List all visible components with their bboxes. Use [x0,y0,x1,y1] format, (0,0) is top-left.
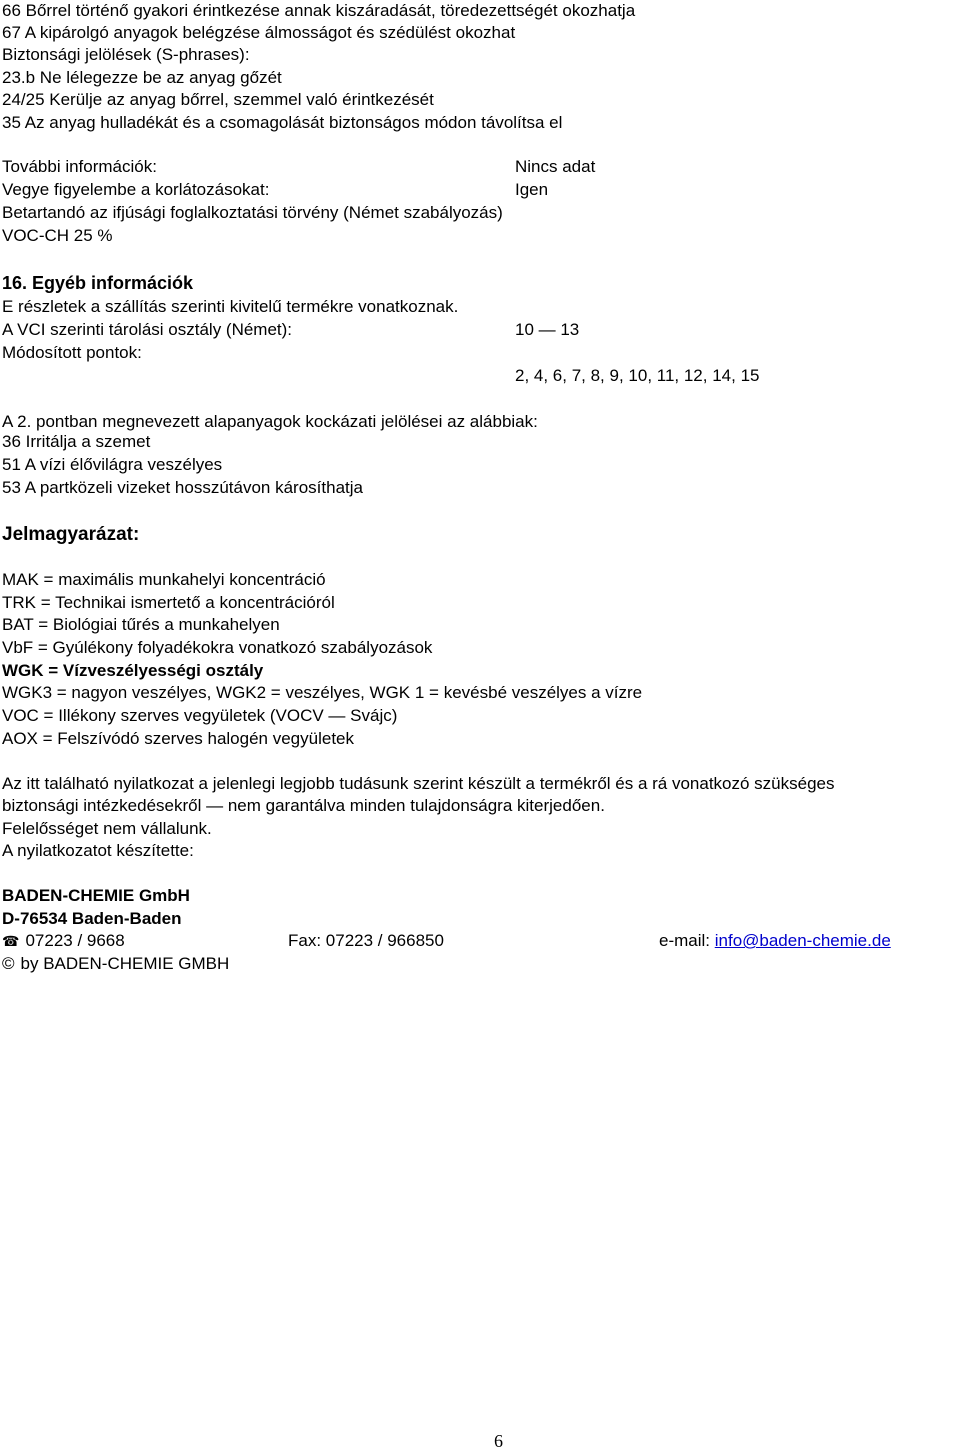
s-phrase-line: 24/25 Kerülje az anyag bőrrel, szemmel való érintkezését [2,90,434,109]
copyright-text: by BADEN-CHEMIE GMBH [20,954,230,973]
section-16-title: 16. Egyéb információk [2,273,194,293]
s-phrases-title: Biztonsági jelölések (S-phrases): [2,45,250,64]
phone-number: 07223 / 9668 [25,931,125,950]
disclaimer-line: biztonsági intézkedésekről — nem garantálva minden tulajdonságra kiterjedően. [2,796,605,815]
modified-value: 2, 4, 6, 7, 8, 9, 10, 11, 12, 14, 15 [515,366,760,385]
limits-label: Vegye figyelembe a korlátozásokat: [2,180,270,199]
phone-row [2,930,125,952]
legend-item: VOC = Illékony szerves vegyületek (VOCV — Svájc) [2,706,398,725]
section-16-details: E részletek a szállítás szerinti kivitelű termékre vonatkoznak. [2,297,459,316]
raw-material-line: 51 A vízi élővilágra veszélyes [2,455,223,474]
copyright-row [2,953,229,975]
legend-item: BAT = Biológiai tűrés a munkahelyen [2,615,280,634]
modified-label: Módosított pontok: [2,343,142,362]
legend-item: TRK = Technikai ismertető a koncentrációról [2,593,335,612]
company-name: BADEN-CHEMIE GmbH [2,886,190,905]
copyright-icon: © [2,954,15,973]
r-phrase-line: 66 Bőrrel történő gyakori érintkezése annak kiszáradását, töredezettségét okozhatja [2,1,636,20]
further-info-value: Nincs adat [515,157,596,176]
email-label: e-mail: [659,931,715,950]
youth-law-note: Betartandó az ifjúsági foglalkoztatási törvény (Német szabályozás) [2,203,503,222]
legend-title: Jelmagyarázat: [2,524,140,545]
voc-value: VOC-CH 25 % [2,226,113,245]
further-info-label: További információk: [2,157,157,176]
vci-value: 10 — 13 [515,320,580,339]
disclaimer-line: Az itt található nyilatkozat a jelenlegi legjobb tudásunk szerint készült a termékről és a rá vonatkozó szükséges [2,774,835,793]
legend-item: WGK = Vízveszélyességi osztály [2,661,264,680]
legend-item: WGK3 = nagyon veszélyes, WGK2 = veszélyes, WGK 1 = kevésbé veszélyes a vízre [2,683,643,702]
vci-label: A VCI szerinti tárolási osztály (Német): [2,320,293,339]
legend-item: MAK = maximális munkahelyi koncentráció [2,570,326,589]
raw-material-line: 36 Irritálja a szemet [2,432,151,451]
s-phrase-line: 23.b Ne lélegezze be az anyag gőzét [2,68,282,87]
raw-materials-intro: A 2. pontban megnevezett alapanyagok kockázati jelölései az alábbiak: [2,412,538,431]
legend-item: VbF = Gyúlékony folyadékokra vonatkozó szabályozások [2,638,433,657]
disclaimer-line: A nyilatkozatot készítette: [2,841,194,860]
s-phrase-line: 35 Az anyag hulladékát és a csomagolását biztonságos módon távolítsa el [2,113,563,132]
company-address: D-76534 Baden-Baden [2,909,182,928]
limits-value: Igen [515,180,549,199]
email-link[interactable]: info@baden-chemie.de [714,931,891,950]
disclaimer-line: Felelősséget nem vállalunk. [2,819,212,838]
fax-number: Fax: 07223 / 966850 [288,931,444,950]
page-number: 6 [494,1431,503,1451]
legend-item: AOX = Felszívódó szerves halogén vegyületek [2,729,354,748]
email-row [659,930,891,952]
telephone-icon: ☎ [2,933,20,949]
r-phrase-line: 67 A kipárolgó anyagok belégzése álmosságot és szédülést okozhat [2,23,516,42]
raw-material-line: 53 A partközeli vizeket hosszútávon károsíthatja [2,478,363,497]
